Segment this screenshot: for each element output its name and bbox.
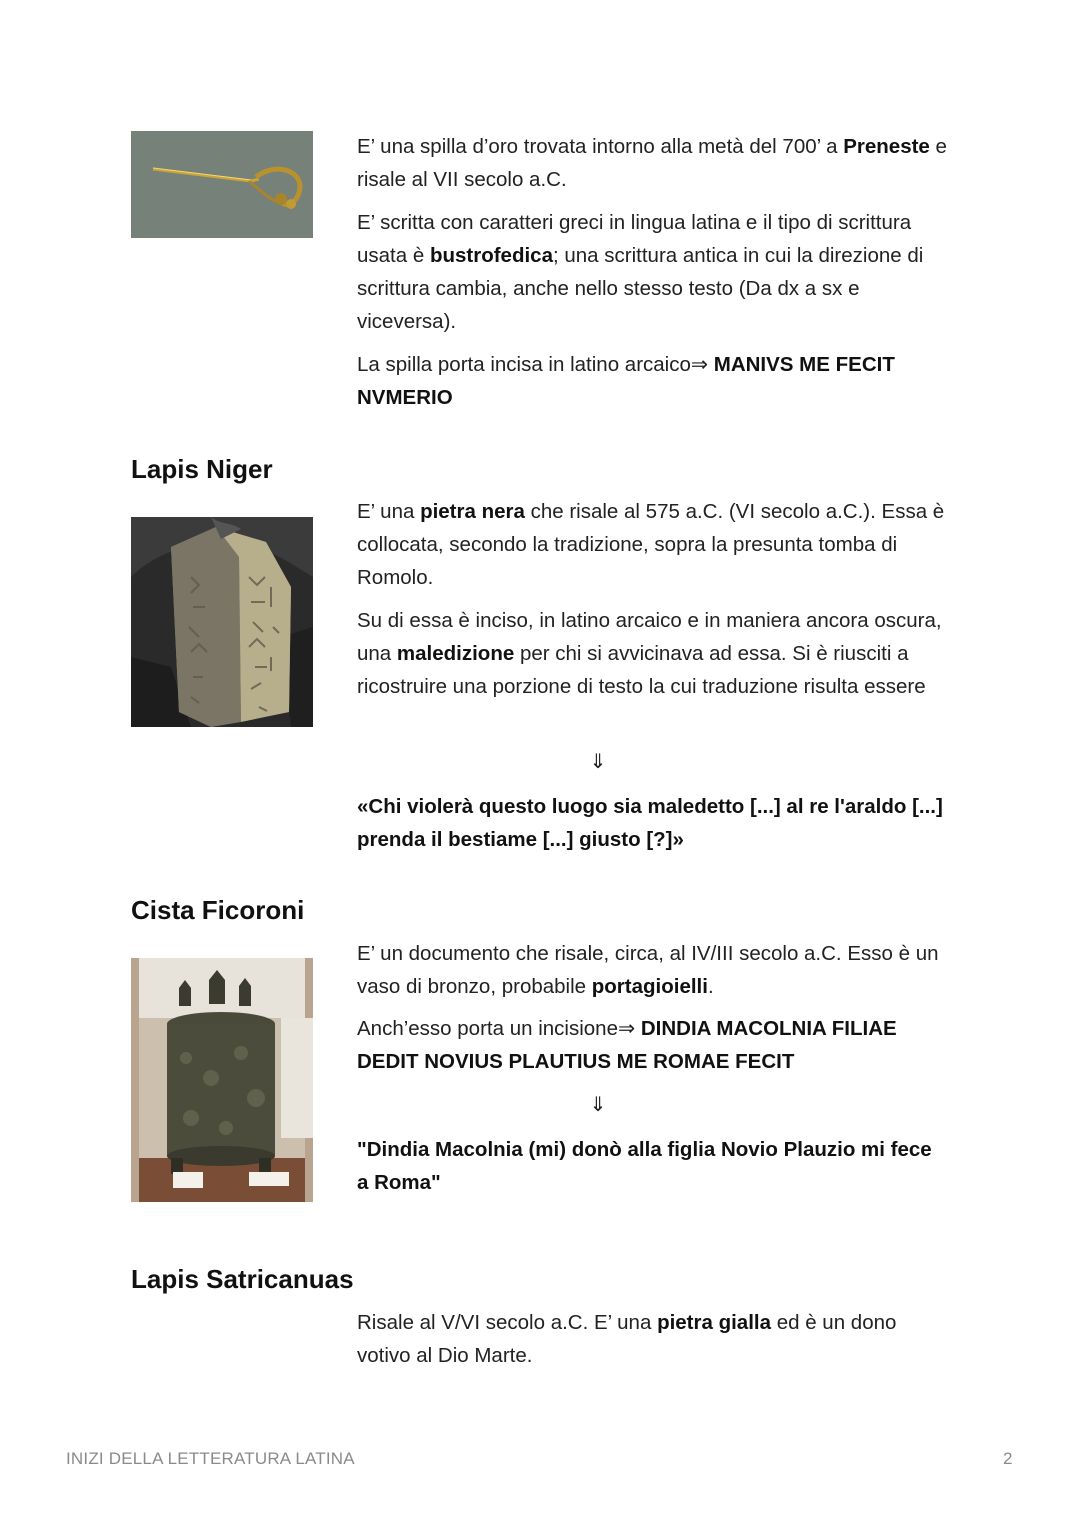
lapis-niger-translation: «Chi violerà questo luogo sia maledetto [...] al re l'araldo [...] prenda il bestiame [...] giusto [?]» — [357, 795, 943, 851]
fibula-photo — [131, 131, 313, 238]
fibula-paragraph-3: La spilla porta incisa in latino arcaico⇒ MANIVS ME FECIT NVMERIO — [357, 353, 895, 409]
lapis-niger-paragraph-1: E’ una pietra nera che risale al 575 a.C. (VI secolo a.C.). Essa è collocata, secondo la tradizione, sopra la presunta tomba di Romolo. — [357, 500, 945, 589]
cista-ficoroni-translation: "Dindia Macolnia (mi) donò alla figlia Novio Plauzio mi fece a Roma" — [357, 1138, 932, 1194]
cista-ficoroni-heading: Cista Ficoroni — [131, 895, 305, 925]
cista-ficoroni-paragraph-2: Anch’esso porta un incisione⇒ DINDIA MACOLNIA FILIAE DEDIT NOVIUS PLAUTIUS ME ROMAE FECIT — [357, 1017, 897, 1073]
down-arrow-icon: ⇓ — [589, 1094, 607, 1116]
fibula-paragraph-2: E’ scritta con caratteri greci in lingua latina e il tipo di scrittura usata è bustrofedica; una scrittura antica in cui la direzione di scrittura cambia, anche nello stesso testo (Da dx a sx e viceversa). — [357, 211, 924, 333]
lapis-niger-photo — [131, 517, 313, 727]
lapis-satricanus-paragraph-1: Risale al V/VI secolo a.C. E’ una pietra gialla ed è un dono votivo al Dio Marte. — [357, 1311, 897, 1367]
cista-ficoroni-photo — [131, 958, 313, 1202]
lapis-niger-heading: Lapis Niger — [131, 454, 273, 484]
footer-title: INIZI DELLA LETTERATURA LATINA — [66, 1449, 355, 1468]
fibula-paragraph-1: E’ una spilla d’oro trovata intorno alla metà del 700’ a Preneste e risale al VII secolo a.C. — [357, 135, 947, 191]
lapis-satricanus-heading: Lapis Satricanuas — [131, 1264, 354, 1294]
lapis-niger-paragraph-2: Su di essa è inciso, in latino arcaico e in maniera ancora oscura, una maledizione per chi si avvicinava ad essa. Si è riusciti a ricostruire una porzione di testo la cui traduzione risulta essere — [357, 609, 942, 698]
page-number: 2 — [1003, 1449, 1013, 1468]
cista-ficoroni-paragraph-1: E’ un documento che risale, circa, al IV/III secolo a.C. Esso è un vaso di bronzo, probabile portagioielli. — [357, 942, 939, 998]
down-arrow-icon: ⇓ — [589, 751, 607, 773]
